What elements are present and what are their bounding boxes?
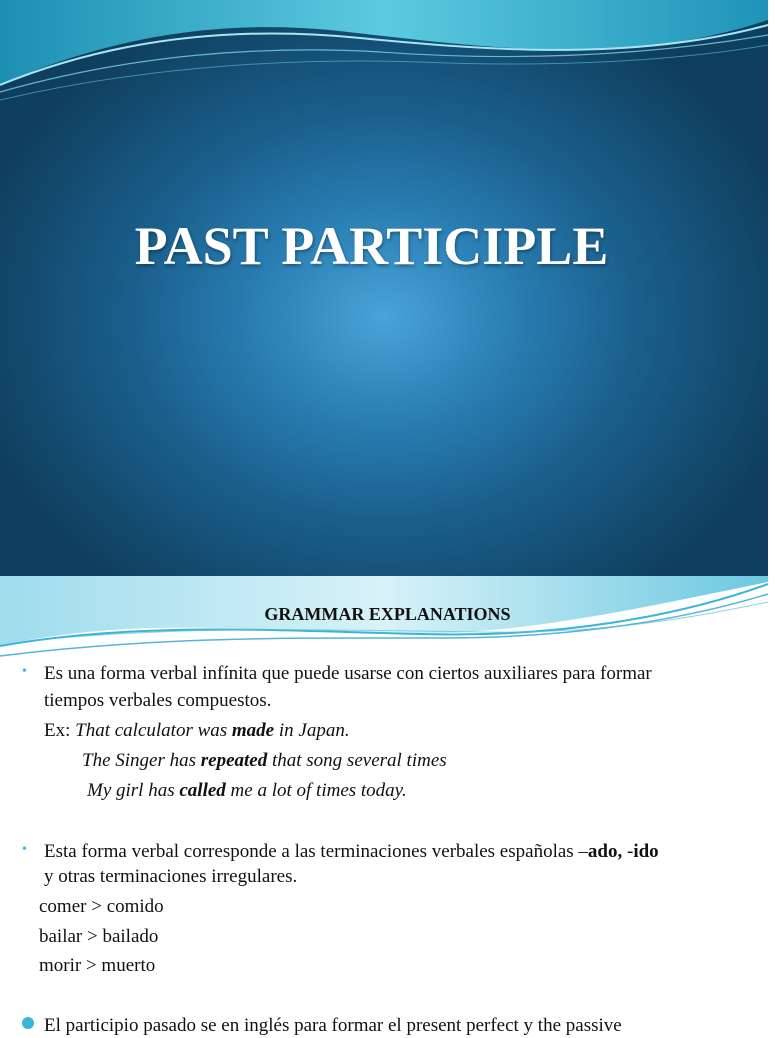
- slide-title: PAST PARTICIPLE: [134, 216, 609, 276]
- bullet2-text: Esta forma verbal corresponde a las terminaciones verbales españolas –: [44, 841, 588, 862]
- example-line-1: [44, 719, 350, 743]
- wave-decoration: [0, 576, 768, 676]
- ending-ido: ido: [633, 841, 659, 862]
- bullet2-line1: [44, 840, 752, 864]
- ending-ado: ado,: [587, 841, 627, 862]
- wave-decoration: [0, 0, 768, 140]
- example-text: That calculator was: [75, 720, 232, 741]
- example-prefix: Ex:: [44, 720, 76, 741]
- bullet-icon: •: [22, 842, 27, 857]
- verb-example: comer > comido: [39, 896, 164, 917]
- example-verb: made: [231, 720, 275, 741]
- example-text: My girl has: [87, 780, 180, 801]
- verb-example: morir > muerto: [39, 955, 156, 976]
- bullet3-partial: El participio pasado se en inglés para formar el present perfect y the passive: [44, 1015, 622, 1036]
- example-line-3: [87, 779, 407, 803]
- verb-example: bailar > bailado: [39, 926, 159, 947]
- bullet-icon: •: [22, 664, 27, 679]
- example-text: in Japan.: [274, 720, 350, 741]
- bullet-icon: [22, 1017, 34, 1029]
- example-line-2: [82, 749, 447, 773]
- example-verb: repeated: [200, 750, 268, 771]
- example-verb: called: [179, 780, 226, 801]
- bullet1-line1: Es una forma verbal infínita que puede usarse con ciertos auxiliares para formar: [44, 663, 652, 684]
- example-text: me a lot of times today.: [225, 780, 407, 801]
- bullet2-dash: -: [627, 841, 634, 862]
- example-text: The Singer has: [82, 750, 201, 771]
- bullet1-line2: tiempos verbales compuestos.: [44, 690, 272, 711]
- bullet2-line2: y otras terminaciones irregulares.: [44, 866, 298, 887]
- example-text: that song several times: [267, 750, 447, 771]
- content-slide: [0, 576, 768, 1036]
- slide-heading: GRAMMAR EXPLANATIONS: [264, 604, 511, 624]
